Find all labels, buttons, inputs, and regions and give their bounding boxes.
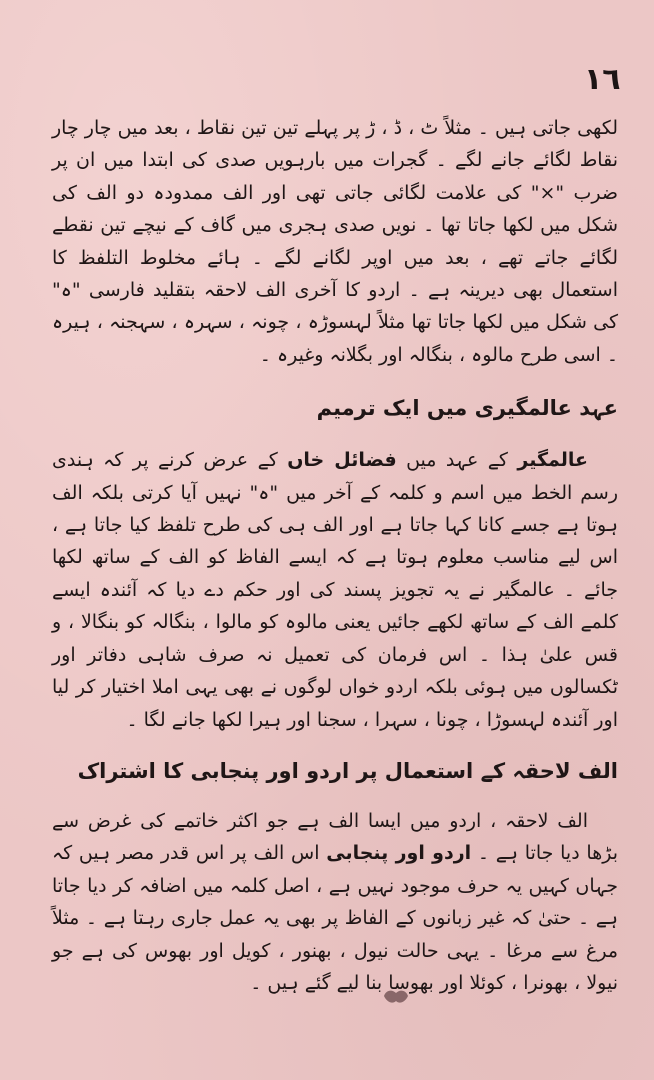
alif-text-2: اس الف پر اس قدر مصر ہیں کہ جہاں کہیں یہ حرف موجود نہیں ہے ، اصل کلمہ میں اضافہ کر دیا جاتا ہے ۔ حتیٰ کہ غیر زبانوں کے الفاظ پر بھی یہ عمل جاری رہتا ہے ۔ مثلاً مرغ سے مرغا ۔ یہی حالت نیول ، بھنور ، کویل اور بھوس کی ہے جو نیولا ، بھونرا ، کوئلا اور بھوسا بنا لیے گئے ہیں ۔ [52,842,618,994]
alif-text-1: الف لاحقہ ، اردو میں ایسا الف ہے جو اکثر خاتمے کی غرض سے بڑھا دیا جاتا ہے ۔ [52,809,618,865]
name-fazail-khan: فضائل خاں [287,449,397,472]
page-number: ١٦ [584,62,621,97]
alamgir-text-1: کے عہد میں [396,449,518,472]
urdu-punjabi-names: اردو اور پنجابی [326,842,472,865]
ink-blot-mark [382,988,410,1006]
name-alamgir: عالمگیر [517,449,588,472]
alif-suffix-paragraph [52,805,618,999]
section-heading-alif-suffix: الف لاحقہ کے استعمال پر اردو اور پنجابی کا اشتراک [77,758,618,783]
alamgir-paragraph [52,444,618,736]
page-content [52,112,618,999]
section-heading-alamgir-reform: عہد عالمگیری میں ایک ترمیم [316,396,618,421]
alamgir-text-2: کے عرض کرنے پر کہ ہندی رسم الخط میں اسم و کلمہ کے آخر میں "ہ" نہیں آیا کرتی بلکہ الف ہوتا ہے جسے کانا کہا جاتا ہے اور الف ہی کی طرح تلفظ کیا جاتا ہے ، اس لیے مناسب معلوم ہوتا ہے کہ ایسے الفاظ کو الف کے ساتھ لکھا جائے ۔ عالمگیر نے یہ تجویز پسند کی اور حکم دے دیا کہ آئندہ ایسے کلمے الف کے ساتھ لکھے جائیں یعنی مالوہ کو مالوا ، بنگالہ کو بنگالا ، و قس علیٰ ہذا ۔ اس فرمان کی تعمیل نہ صرف شاہی دفاتر اور ٹکسالوں میں ہوئی بلکہ اردو خواں لوگوں نے بھی یہی املا اختیار کر لیا اور آئندہ لہسوڑا ، چونا ، سہرا ، سجنا اور ہیرا لکھا جانے لگا ۔ [52,449,618,731]
opening-paragraph: لکھی جاتی ہیں ۔ مثلاً ٹ ، ڈ ، ڑ پر پہلے تین تین نقاط ، بعد میں چار چار نقاط لگائے جانے لگے ۔ گجرات میں بارہویں صدی کی ابتدا میں ان پر ضرب "×" کی علامت لگائی جاتی تھی اور الف ممدودہ دو الف کی شکل میں لکھا جاتا تھا ۔ نویں صدی ہجری میں گاف کے نیچے تین نقطے لگائے جاتے تھے ، بعد میں اوپر لگانے لگے ۔ ہائے مخلوط التلفظ کا استعمال بھی دیرینہ ہے ۔ اردو کا آخری الف لاحقہ بتقلید فارسی "ہ" کی شکل میں لکھا جاتا تھا مثلاً لہسوڑہ ، چونہ ، سہرہ ، سہجنہ ، ہیرہ ۔ اسی طرح مالوہ ، بنگالہ اور بگلانہ وغیرہ ۔ [52,117,618,366]
